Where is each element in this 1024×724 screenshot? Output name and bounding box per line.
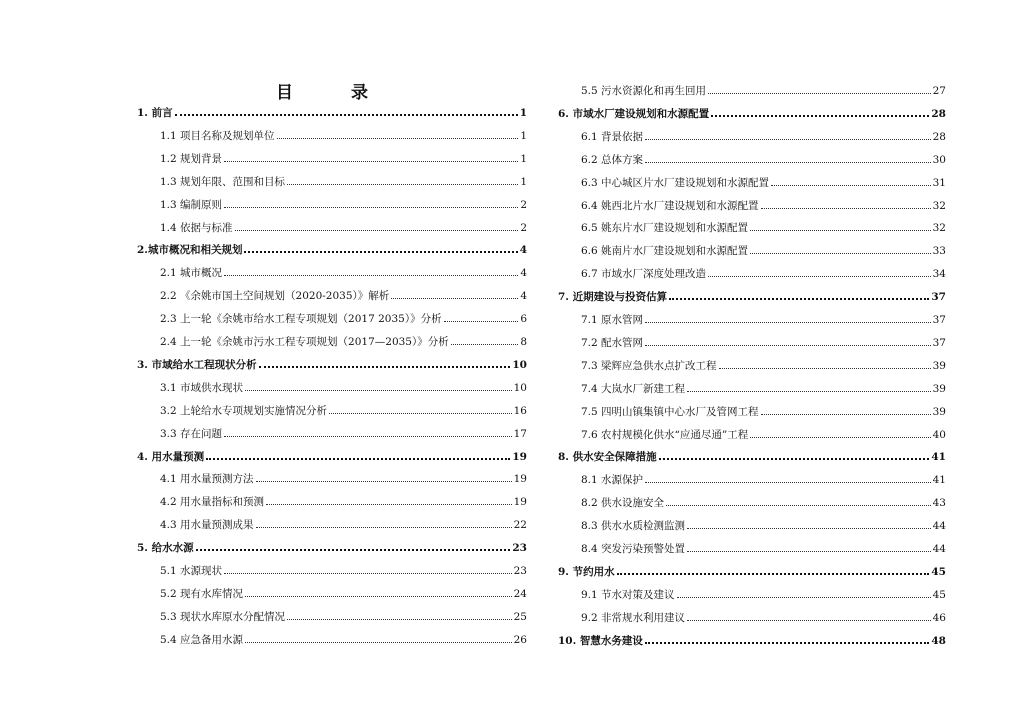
toc-leader-dots (750, 437, 930, 438)
toc-page-number: 16 (513, 404, 527, 417)
toc-section-entry[interactable] (558, 150, 946, 166)
toc-leader-dots (287, 619, 512, 620)
toc-section-entry[interactable] (137, 401, 527, 417)
toc-section-entry[interactable] (137, 515, 527, 531)
toc-entry-title: 5.2 现有水库情况 (160, 587, 244, 600)
toc-entry-title: 8.1 水源保护 (581, 474, 644, 487)
toc-page-number: 45 (932, 588, 946, 601)
toc-page-number: 34 (932, 268, 946, 281)
toc-page-number: 37 (932, 336, 946, 349)
toc-leader-dots (444, 321, 519, 322)
toc-page-number: 17 (513, 427, 527, 440)
toc-section-entry[interactable] (137, 263, 527, 279)
toc-leader-dots (245, 596, 512, 597)
toc-leader-dots (645, 162, 931, 163)
toc-section-entry[interactable] (137, 172, 527, 188)
toc-section-entry[interactable] (558, 264, 946, 280)
toc-page-number: 26 (513, 633, 527, 646)
toc-section-entry[interactable] (137, 630, 527, 646)
toc-leader-dots (329, 413, 512, 414)
toc-page-number: 32 (932, 199, 946, 212)
toc-entry-title: 5.1 水源现状 (160, 565, 223, 577)
toc-leader-dots (245, 390, 512, 391)
toc-leader-dots (287, 184, 518, 185)
toc-section-entry[interactable] (558, 402, 946, 418)
toc-leader-dots (244, 251, 517, 253)
toc-leader-dots (235, 230, 519, 231)
toc-section-entry[interactable] (558, 356, 946, 372)
toc-section-entry[interactable] (558, 425, 946, 441)
toc-leader-dots (750, 253, 931, 254)
toc-entry-title: 1. 前言 (137, 107, 173, 119)
toc-entry-title: 7. 近期建设与投资估算 (558, 291, 668, 304)
toc-leader-dots (224, 573, 512, 574)
toc-section-entry[interactable] (558, 379, 946, 395)
toc-leader-dots (645, 345, 931, 346)
toc-entry-title: 6.2 总体方案 (581, 153, 644, 166)
toc-entry-title: 6.5 姚东片水厂建设规划和水源配置 (581, 222, 749, 235)
toc-leader-dots (708, 93, 931, 94)
toc-page-number: 19 (513, 473, 527, 486)
toc-page-number: 44 (932, 543, 946, 555)
toc-leader-dots (645, 139, 931, 140)
toc-section-entry[interactable] (137, 378, 527, 394)
toc-leader-dots (245, 642, 512, 643)
toc-page-number: 4 (519, 244, 527, 257)
toc-page-number: 1 (519, 107, 527, 119)
toc-leader-dots (224, 436, 512, 437)
toc-leader-dots (259, 366, 511, 368)
toc-leader-dots (391, 298, 518, 299)
toc-page-number: 24 (513, 587, 527, 600)
toc-page-number: 28 (932, 130, 946, 143)
toc-page-number: 39 (932, 359, 946, 372)
toc-section-entry[interactable] (137, 607, 527, 623)
toc-chapter-entry[interactable] (558, 631, 946, 647)
toc-leader-dots (256, 527, 512, 528)
toc-entry-title: 6.6 姚南片水厂建设规划和水源配置 (581, 245, 749, 258)
toc-page-number: 23 (513, 565, 527, 577)
toc-entry-title: 6.4 姚西北片水厂建设规划和水源配置 (581, 199, 759, 212)
toc-leader-dots (224, 161, 518, 162)
toc-page-number: 8 (520, 336, 527, 348)
toc-page-number: 48 (931, 634, 946, 647)
toc-page-number: 25 (513, 610, 527, 623)
toc-chapter-entry[interactable] (137, 355, 527, 371)
toc-section-entry[interactable] (137, 286, 527, 302)
toc-page-number: 32 (932, 222, 946, 235)
toc-page-number: 33 (932, 245, 946, 258)
toc-leader-dots (687, 551, 931, 552)
toc-section-entry[interactable] (137, 149, 527, 165)
toc-page-number: 31 (932, 176, 946, 189)
toc-section-entry[interactable] (558, 127, 946, 143)
toc-section-entry[interactable] (137, 332, 527, 348)
toc-chapter-entry[interactable] (137, 240, 527, 256)
toc-section-entry[interactable] (558, 608, 946, 624)
toc-entry-title: 6. 市域水厂建设规划和水源配置 (558, 107, 710, 120)
toc-leader-dots (687, 528, 931, 529)
toc-section-entry[interactable] (137, 309, 527, 325)
toc-page-number: 1 (520, 129, 527, 142)
toc-page-number: 10 (512, 358, 527, 371)
toc-section-entry[interactable] (137, 561, 527, 577)
toc-page-number: 22 (513, 519, 527, 532)
toc-chapter-entry[interactable] (137, 103, 527, 119)
toc-page-number: 45 (931, 565, 946, 578)
toc-section-entry[interactable] (137, 424, 527, 440)
toc-entry-title: 4. 用水量预测 (137, 450, 205, 463)
toc-section-entry[interactable] (137, 492, 527, 508)
toc-entry-title: 5. 给水水源 (137, 542, 194, 555)
toc-page-number: 4 (520, 290, 527, 303)
toc-entry-title: 7.3 梁辉应急供水点扩改工程 (581, 359, 717, 372)
toc-page-number: 44 (932, 520, 946, 533)
toc-entry-title: 9.1 节水对策及建议 (581, 588, 675, 601)
toc-section-entry[interactable] (137, 584, 527, 600)
toc-leader-dots (750, 230, 931, 231)
toc-entry-title: 7.2 配水管网 (581, 336, 644, 349)
toc-entry-title: 10. 智慧水务建设 (558, 634, 643, 647)
toc-page-number: 10 (513, 381, 527, 394)
toc-leader-dots (771, 185, 931, 186)
toc-entry-title: 6.1 背景依据 (581, 130, 644, 143)
toc-page-number: 41 (931, 451, 946, 464)
toc-entry-title: 2.4 上一轮《余姚市污水工程专项规划（2017—2035）》分析 (160, 336, 449, 348)
toc-section-entry[interactable] (558, 470, 946, 486)
toc-page-number: 43 (932, 497, 946, 510)
toc-entry-title: 5.4 应急备用水源 (160, 633, 244, 646)
toc-entry-title: 3. 市域给水工程现状分析 (137, 358, 257, 371)
toc-entry-title: 2.2 《余姚市国土空间规划（2020-2035）》解析 (160, 290, 390, 303)
toc-leader-dots (266, 504, 512, 505)
toc-entry-title: 2.3 上一轮《余姚市给水工程专项规划（2017 2035）》分析 (160, 313, 442, 326)
toc-page-number: 37 (932, 314, 946, 326)
toc-entry-title: 7.4 大岚水厂新建工程 (581, 382, 686, 395)
toc-chapter-entry[interactable] (558, 447, 946, 463)
toc-leader-dots (645, 482, 931, 483)
toc-page-number: 30 (932, 153, 946, 166)
toc-section-entry[interactable] (558, 539, 946, 555)
toc-entry-title: 4.2 用水量指标和预测 (160, 496, 265, 509)
toc-leader-dots (206, 458, 510, 460)
toc-page-number: 46 (932, 611, 946, 624)
toc-section-entry[interactable] (558, 493, 946, 509)
toc-section-entry[interactable] (558, 310, 946, 326)
toc-entry-title: 6.7 市域水厂深度处理改造 (581, 268, 707, 281)
toc-section-entry[interactable] (137, 126, 527, 142)
toc-page-number: 1 (520, 175, 527, 188)
toc-leader-dots (719, 368, 931, 369)
toc-entry-title: 8.2 供水设施安全 (581, 497, 665, 510)
toc-leader-dots (196, 549, 511, 551)
toc-leader-dots (659, 458, 930, 460)
toc-entry-title: 9. 节约用水 (558, 565, 615, 578)
toc-entry-title: 3.3 存在问题 (160, 427, 223, 440)
toc-page-number: 2 (520, 221, 527, 234)
toc-leader-dots (761, 208, 931, 209)
toc-section-entry[interactable] (137, 218, 527, 234)
toc-entry-title: 2.城市概况和相关规划 (137, 244, 243, 257)
toc-page-number: 2 (520, 198, 527, 211)
toc-entry-title: 7.1 原水管网 (581, 314, 644, 326)
toc-chapter-entry[interactable] (137, 538, 527, 554)
toc-page-number: 28 (931, 107, 946, 120)
toc-page-number: 41 (932, 474, 946, 487)
toc-section-entry[interactable] (137, 195, 527, 211)
toc-page-number: 19 (513, 496, 527, 509)
toc-leader-dots (761, 414, 931, 415)
toc-leader-dots (645, 642, 929, 644)
toc-page-number: 23 (512, 542, 527, 555)
toc-page-number: 19 (512, 450, 527, 463)
toc-leader-dots (277, 138, 519, 139)
toc-entry-title: 1.3 规划年限、范围和目标 (160, 175, 286, 188)
toc-entry-title: 7.6 农村规模化供水“应通尽通”工程 (581, 428, 749, 441)
toc-section-entry[interactable] (137, 469, 527, 485)
toc-leader-dots (175, 114, 518, 116)
toc-leader-dots (708, 276, 931, 277)
toc-page-number: 39 (932, 405, 946, 418)
toc-entry-title: 3.2 上轮给水专项规划实施情况分析 (160, 404, 328, 417)
toc-section-entry[interactable] (558, 585, 946, 601)
toc-entry-title: 4.1 用水量预测方法 (160, 473, 254, 486)
toc-leader-dots (645, 322, 931, 323)
toc-leader-dots (687, 620, 931, 621)
toc-section-entry[interactable] (558, 173, 946, 189)
toc-entry-title: 8.4 突发污染预警处置 (581, 543, 686, 555)
toc-section-entry[interactable] (558, 516, 946, 532)
toc-leader-dots (224, 207, 518, 208)
toc-page-number: 1 (520, 152, 527, 165)
toc-section-entry[interactable] (558, 333, 946, 349)
toc-leader-dots (256, 481, 512, 482)
toc-entry-title: 1.4 依据与标准 (160, 221, 233, 234)
toc-chapter-entry[interactable] (137, 447, 527, 463)
toc-entry-title: 5.5 污水资源化和再生回用 (581, 85, 707, 97)
toc-leader-dots (677, 597, 931, 598)
toc-page-number: 27 (932, 85, 946, 97)
toc-chapter-entry[interactable] (558, 562, 946, 578)
toc-leader-dots (451, 344, 519, 345)
toc-entry-title: 8.3 供水水质检测监测 (581, 520, 686, 533)
toc-entry-title: 1.3 编制原则 (160, 198, 223, 211)
toc-page-number: 4 (520, 267, 527, 280)
toc-leader-dots (224, 275, 518, 276)
toc-section-entry[interactable] (558, 218, 946, 234)
toc-entry-title: 8. 供水安全保障措施 (558, 451, 657, 464)
toc-section-entry[interactable] (558, 196, 946, 212)
toc-page-number: 37 (931, 291, 946, 304)
toc-entry-title: 4.3 用水量预测成果 (160, 519, 254, 532)
toc-chapter-entry[interactable] (558, 287, 946, 303)
toc-section-entry[interactable] (558, 241, 946, 257)
toc-entry-title: 1.1 项目名称及规划单位 (160, 129, 275, 142)
toc-page-number: 39 (932, 382, 946, 395)
toc-entry-title: 3.1 市域供水现状 (160, 381, 244, 394)
toc-entry-title: 1.2 规划背景 (160, 152, 223, 165)
toc-entry-title: 5.3 现状水库原水分配情况 (160, 610, 286, 623)
toc-leader-dots (687, 391, 931, 392)
toc-title: 目 录 (276, 83, 394, 103)
toc-leader-dots (617, 573, 930, 575)
toc-leader-dots (666, 505, 931, 506)
toc-entry-title: 2.1 城市概况 (160, 267, 223, 280)
toc-section-entry[interactable] (558, 81, 946, 97)
toc-leader-dots (711, 115, 929, 117)
toc-entry-title: 7.5 四明山镇集镇中心水厂及管网工程 (581, 405, 759, 418)
toc-page-number: 6 (520, 313, 527, 326)
toc-leader-dots (669, 298, 929, 300)
toc-page-number: 40 (932, 428, 946, 441)
toc-entry-title: 6.3 中心城区片水厂建设规划和水源配置 (581, 176, 770, 189)
toc-chapter-entry[interactable] (558, 104, 946, 120)
toc-entry-title: 9.2 非常规水利用建议 (581, 611, 686, 624)
